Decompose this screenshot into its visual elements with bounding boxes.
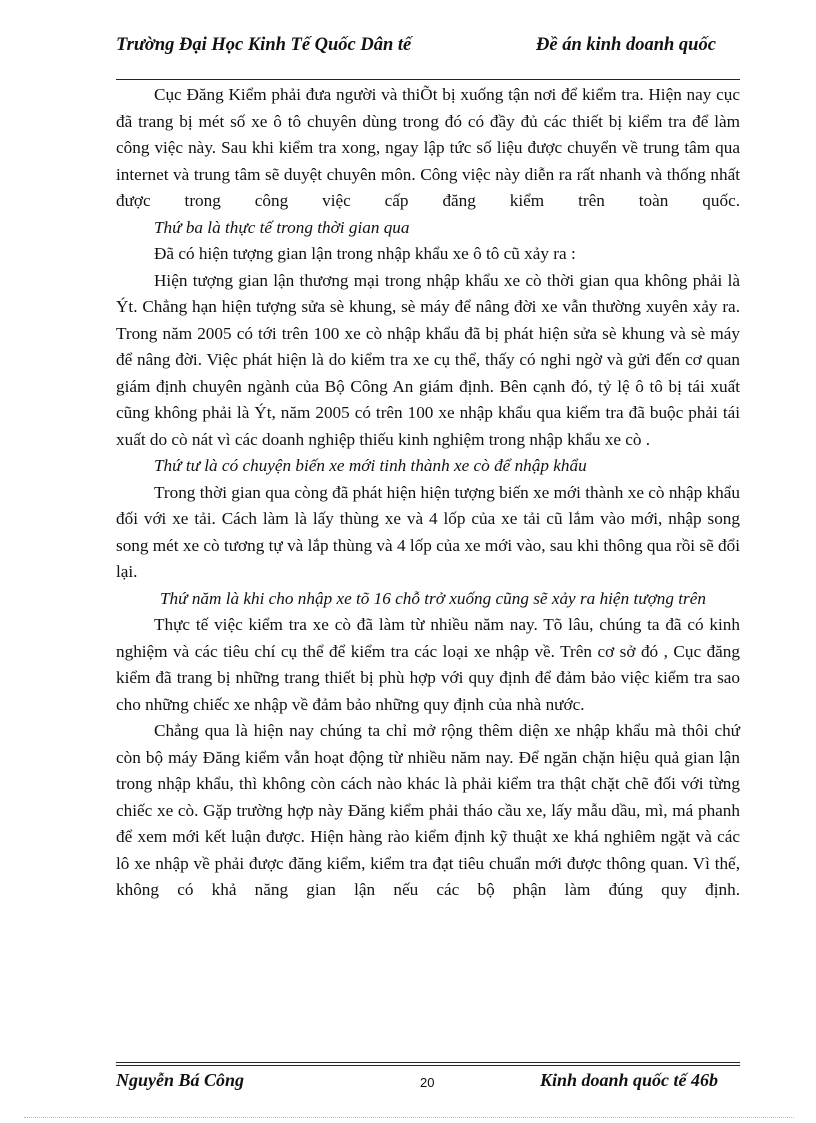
heading-fourth-reason: Thứ tư là có chuyện biến xe mới tinh thành xe cò để nhập khẩu — [154, 456, 587, 475]
page-number: 20 — [420, 1075, 435, 1090]
footer-author: Nguyễn Bá Công — [116, 1070, 245, 1090]
paragraph-inspection: Cục Đăng Kiểm phải đưa người và thiÕt bị xuống tận nơi để kiểm tra. Hiện nay cục đã trang bị mét số xe ô tô chuyên dùng trong đó có đầy đủ các thiết bị kiểm tra để làm công việc này. Sau khi kiểm tra xong, ngay lập tức số liệu được chuyển về trung tâm qua internet và trung tâm sẽ duyệt chuyên môn. Công việc này diễn ra rất nhanh và thống nhất được trong công việc cấp đăng kiểm trên toàn quốc. — [116, 85, 740, 210]
footer-rule-double — [116, 1065, 740, 1066]
page-edge-divider — [24, 1117, 794, 1118]
paragraph-experience: Thực tế việc kiểm tra xe cò đã làm từ nhiều năm nay. Tõ lâu, chúng ta đã có kinh nghiệm và các tiêu chí cụ thể để kiểm tra các loại xe nhập về. Trên cơ sở đó , Cục đăng kiểm đã trang bị những trang thiết bị phù hợp với quy định để đảm bảo việc kiểm tra sao cho những chiếc xe nhập về đảm bảo những quy định của nhà nước. — [116, 615, 740, 714]
header-title: Đề án kinh doanh quốc — [536, 35, 716, 55]
paragraph-conclusion: Chẳng qua là hiện nay chúng ta chỉ mở rộng thêm diện xe nhập khẩu mà thôi chứ còn bộ máy Đăng kiểm vẫn hoạt động từ nhiều năm nay. Để ngăn chặn hiệu quả gian lận trong nhập khẩu, thì không còn cách nào khác là phải kiểm tra thật chặt chẽ đối với từng chiếc xe cò. Gặp trường hợp này Đăng kiểm phải tháo cầu xe, lấy mẫu dầu, mì, má phanh để xem mới kết luận được. Hiện hàng rào kiểm định kỹ thuật xe khá nghiêm ngặt và các lô xe nhập về phải được đăng kiểm, kiểm tra đạt tiêu chuẩn mới được thông quan. Vì thế, không có khả năng gian lận nếu các bộ phận làm đúng quy định. — [116, 721, 740, 899]
heading-fifth-reason: Thứ năm là khi cho nhập xe tõ 16 chỗ trở xuống cũng sẽ xảy ra hiện tượng trên — [160, 588, 706, 608]
paragraph-fraud-intro: Đã có hiện tượng gian lận trong nhập khẩu xe ô tô cũ xảy ra : — [154, 244, 576, 263]
heading-third-reason: Thứ ba là thực tế trong thời gian qua — [154, 217, 410, 237]
page-body — [116, 82, 740, 904]
paragraph-fraud-detail: Hiện tượng gian lận thương mại trong nhập khẩu xe cò thời gian qua không phải là Ýt. Chẳng hạn hiện tượng sửa sè khung, sè máy để nâng đời xe vẫn thường xuyên xảy ra. Trong năm 2005 có tới trên 100 xe cò nhập khẩu đã bị phát hiện sửa sè khung và sè máy để nâng đời. Việc phát hiện là do kiểm tra xe cụ thể, thấy có nghi ngờ và gửi đến cơ quan giám định chuyên ngành của Bộ Công An giám định. Bên cạnh đó, tỷ lệ ô tô bị tái xuất cũng không phải là Ýt, năm 2005 có trên 100 xe nhập khẩu qua kiểm tra đã buộc phải tái xuất do cò nát vì các doanh nghiệp thiếu kinh nghiệm trong nhập khẩu xe cò . — [116, 270, 740, 449]
paragraph-truck-swap: Trong thời gian qua còng đã phát hiện hiện tượng biến xe mới thành xe cò nhập khẩu đối với xe tải. Cách làm là lấy thùng xe và 4 lốp của xe tải cũ lắm vào mới, nhập song song mét xe cò tương tự và lắp thùng và 4 lốp của xe mới vào, sau khi thông qua rồi sẽ đổi lại. — [116, 482, 740, 581]
header-rule — [116, 79, 740, 80]
header-school: Trường Đại Học Kinh Tế Quốc Dân tế — [116, 35, 412, 55]
footer-rule — [116, 1062, 740, 1063]
footer-class: Kinh doanh quốc tế 46b — [540, 1070, 719, 1090]
